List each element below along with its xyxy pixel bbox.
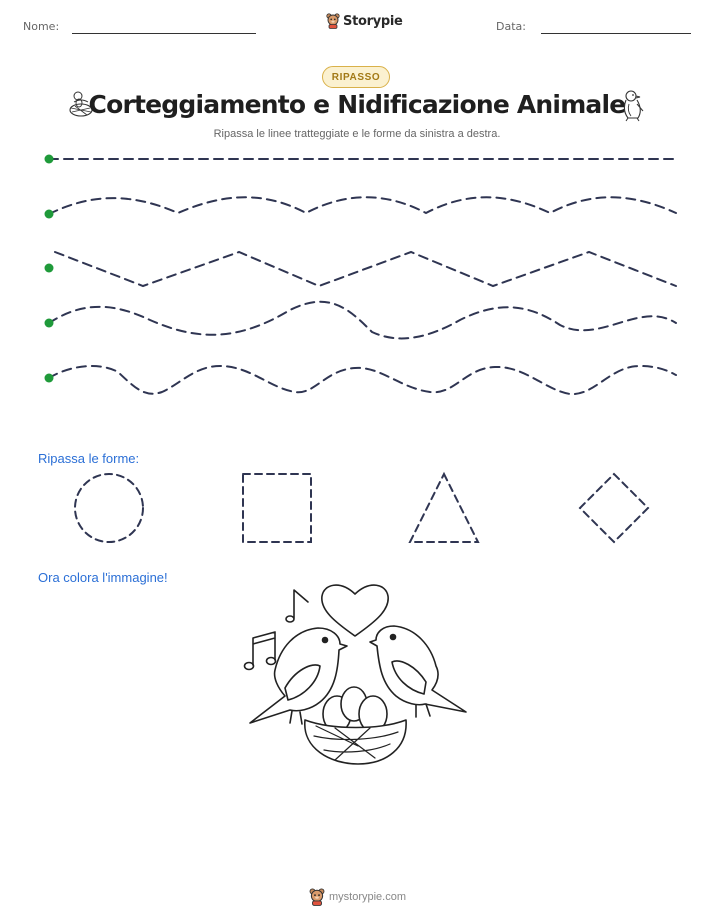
tracing-shapes[interactable] [0, 470, 714, 550]
page-subtitle: Ripassa le linee tratteggiate e le forme da sinistra a destra. [213, 128, 501, 140]
start-dot [45, 155, 54, 164]
date-label: Data: [496, 20, 526, 33]
footer [309, 888, 406, 906]
coloring-section-label: Ora colora l'immagine! [38, 570, 168, 585]
tracing-line-zigzag [55, 252, 676, 286]
shape-square [243, 474, 311, 542]
date-field[interactable] [541, 33, 691, 34]
name-field[interactable] [72, 33, 256, 34]
tracing-line-wave [49, 302, 676, 339]
shape-triangle [410, 474, 478, 542]
shape-diamond [580, 474, 648, 542]
tracing-line-tight-wave [49, 366, 676, 394]
storypie-logo [326, 13, 403, 29]
birds-nest-coloring-image[interactable] [240, 578, 475, 768]
footer-url[interactable]: mystorypie.com [329, 891, 407, 903]
start-dot [45, 210, 54, 219]
tracing-line-soft-wave [49, 197, 676, 214]
start-dot [45, 374, 54, 383]
name-label: Nome: [23, 20, 60, 33]
bear-mascot-icon [326, 13, 340, 29]
bear-mascot-icon [309, 888, 325, 906]
heart-shape [322, 585, 388, 636]
penguin-icon [618, 88, 648, 122]
review-badge: RIPASSO [322, 66, 390, 88]
shapes-section-label: Ripassa le forme: [38, 451, 140, 466]
logo-text: Storypie [343, 13, 403, 29]
shape-circle [75, 474, 143, 542]
start-dot [45, 319, 54, 328]
tracing-lines[interactable] [0, 140, 714, 400]
page-title: Corteggiamento e Nidificazione Animale [88, 90, 626, 119]
start-dot [45, 264, 54, 273]
